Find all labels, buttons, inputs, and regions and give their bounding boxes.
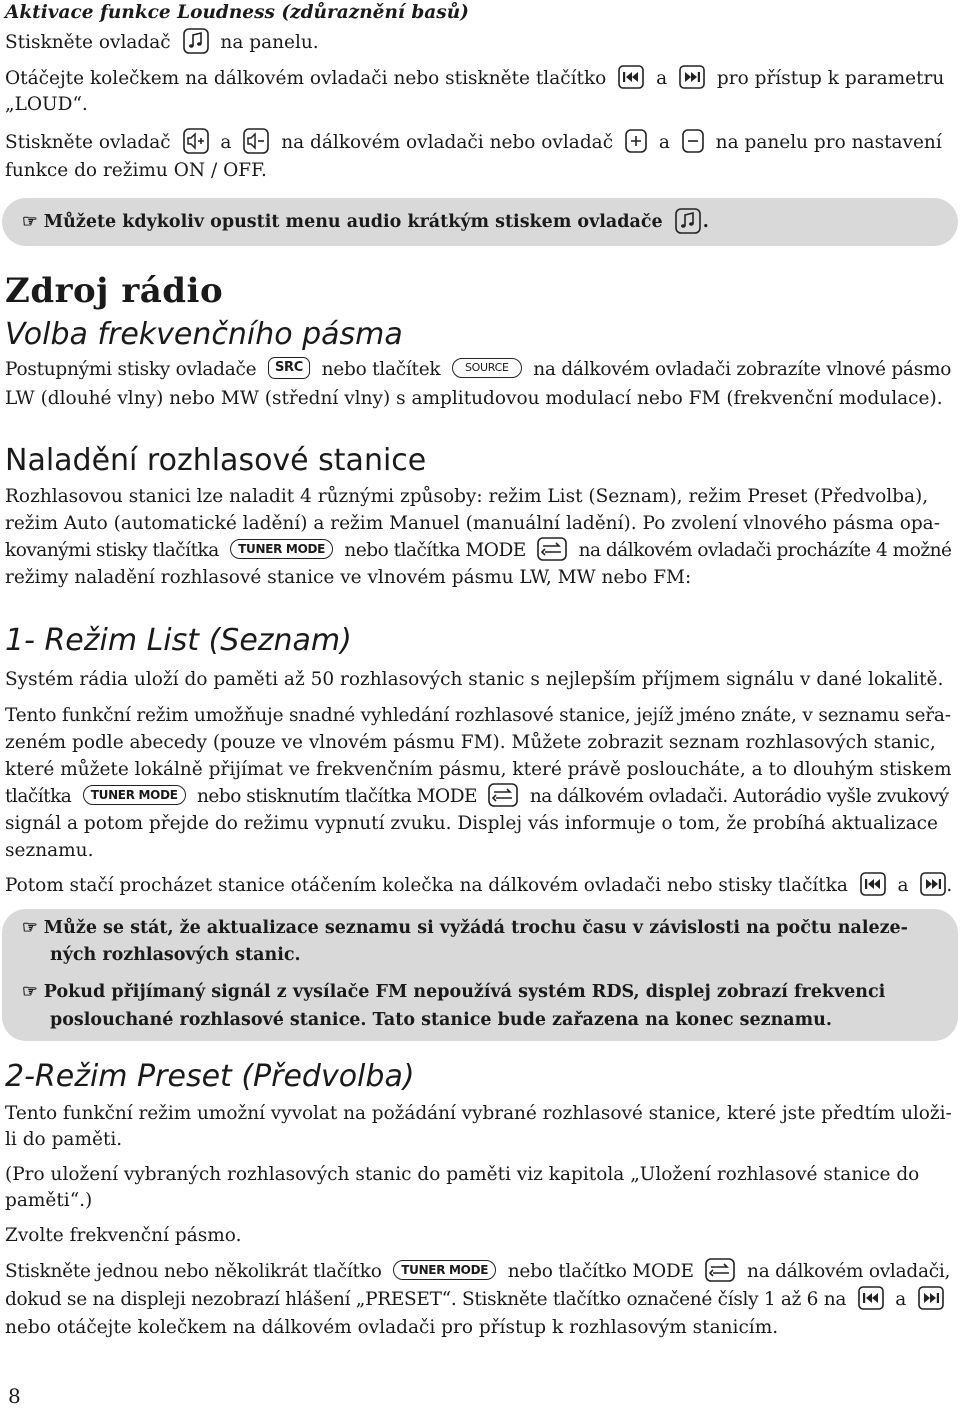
mode-icon (488, 783, 518, 807)
text: Stiskněte jednou nebo několikrát tlačítko (5, 1261, 382, 1282)
preset-line-8: nebo otáčejte kolečkem na dálkovém ovladači pro přístup k rozhlasovým stanicím. (5, 1317, 779, 1338)
mode-icon (705, 1258, 735, 1282)
text: nebo tlačítko MODE (507, 1261, 694, 1282)
text: na dálkovém ovladači. Autorádio vyšle zvukový (529, 786, 949, 807)
list-note-2 (22, 979, 885, 1005)
text: na dálkovém ovladači, (747, 1261, 951, 1282)
music-note-icon (183, 28, 209, 54)
list-line-2: Tento funkční režim umožňuje snadné vyhledání rozhlasové stanice, jejíž jméno znáte, v seznamu seřa- (5, 705, 951, 726)
tuning-line-1: Rozhlasovou stanici lze naladit 4 různými způsoby: režim List (Seznam), režim Preset (Předvolba), (5, 486, 929, 507)
mode-icon (537, 537, 567, 561)
preset-line-7 (5, 1287, 950, 1313)
list-note-1 (22, 915, 908, 941)
text: Můžete kdykoliv opustit menu audio krátkým stiskem ovladače (43, 212, 663, 232)
text: nebo tlačítka MODE (344, 540, 526, 561)
tuner-mode-button: TUNER MODE (230, 539, 333, 559)
list-line-3: zeném podle abecedy (pouze ve vlnovém pásmu FM). Můžete zobrazit seznam rozhlasových stanic, (5, 732, 936, 753)
pointing-hand-icon: ☞ (22, 212, 38, 232)
subsection-title: 1- Režim List (Seznam) (5, 623, 352, 658)
list-note-1-cont: ných rozhlasových stanic. (50, 945, 301, 965)
band-line-1 (5, 357, 951, 383)
tuning-line-4: režimy naladění rozhlasové stanice ve vlnovém pásmu LW, MW nebo FM: (5, 567, 692, 588)
page-number: 8 (8, 1384, 21, 1408)
text: pro přístup k parametru (716, 68, 945, 89)
tuning-line-2: režim Auto (automatické ladění) a režim Manuel (manuální ladění). Po zvolení vlnového pásma opa- (5, 513, 940, 534)
skip-back-icon (858, 1286, 884, 1310)
list-line-7: seznamu. (5, 840, 94, 861)
text: na dálkovém ovladači procházíte 4 možné (578, 540, 952, 561)
text: a (656, 68, 668, 89)
subsection-title: Naladění rozhlasové stanice (5, 443, 427, 478)
text: Může se stát, že aktualizace seznamu si vyžádá trochu času v závislosti na počtu naleze- (43, 918, 908, 938)
tuning-line-3 (5, 538, 951, 564)
volume-down-icon (243, 128, 269, 154)
text: a (658, 132, 670, 153)
text: na panelu. (220, 32, 319, 53)
band-line-2: LW (dlouhé vlny) nebo MW (střední vlny) s amplitudovou modulací nebo FM (frekvenční modulace). (5, 388, 943, 409)
preset-line-4: paměti“.) (5, 1190, 93, 1211)
text: na dálkovém ovladači nebo ovladač (281, 132, 614, 153)
volume-up-icon (183, 128, 209, 154)
subsection-title: Volba frekvenčního pásma (5, 317, 403, 352)
text: a (895, 1289, 907, 1310)
text: nebo stisknutím tlačítka MODE (197, 786, 478, 807)
skip-forward-icon (918, 1286, 944, 1310)
list-line-1: Systém rádia uloží do paměti až 50 rozhlasových stanic s nejlepším příjmem signálu v dané lokalitě. (5, 669, 944, 690)
text: dokud se na displeji nezobrazí hlášení „PRESET“. Stiskněte tlačítko označené čísly 1 až 6 na (5, 1289, 847, 1310)
list-line-5 (5, 784, 949, 810)
tuner-mode-button: TUNER MODE (83, 785, 186, 805)
text: Postupnými stisky ovladače (5, 359, 257, 380)
pointing-hand-icon: ☞ (22, 982, 38, 1002)
skip-back-icon (860, 872, 886, 896)
skip-forward-icon (920, 872, 946, 896)
text: Potom stačí procházet stanice otáčením kolečka na dálkovém ovladači nebo stisky tlačítka (5, 875, 848, 896)
loudness-line-5: funkce do režimu ON / OFF. (5, 160, 267, 181)
text: tlačítka (5, 786, 72, 807)
text: Pokud přijímaný signál z vysílače FM nepoužívá systém RDS, displej zobrazí frekvenci (43, 982, 886, 1002)
text: a (897, 875, 909, 896)
loudness-line-1 (5, 30, 319, 56)
skip-forward-icon (679, 65, 705, 89)
text: Stiskněte ovladač (5, 32, 171, 53)
section-title: Zdroj rádio (5, 271, 224, 311)
text: Otáčejte kolečkem na dálkovém ovladači nebo stiskněte tlačítko (5, 68, 607, 89)
text: Stiskněte ovladač (5, 132, 171, 153)
loudness-line-3: „LOUD“. (5, 94, 88, 115)
text: a (220, 132, 232, 153)
text: . (702, 212, 709, 232)
list-line-4: které můžete lokálně přijímat ve frekvenčním pásmu, které právě posloucháte, a to dlouhým stiskem (5, 759, 952, 780)
text: na dálkovém ovladači zobrazíte vlnové pásmo (533, 359, 952, 380)
loudness-line-4 (5, 130, 942, 156)
loudness-line-2 (5, 66, 944, 92)
src-button: SRC (268, 357, 310, 379)
text: na panelu pro nastavení (715, 132, 942, 153)
preset-line-2: li do paměti. (5, 1129, 123, 1150)
loudness-note (22, 209, 709, 236)
pointing-hand-icon: ☞ (22, 918, 38, 938)
tuner-mode-button: TUNER MODE (393, 1260, 496, 1280)
preset-line-6 (5, 1259, 950, 1285)
loudness-title: Aktivace funkce Loudness (zdůraznění basů) (5, 2, 469, 23)
preset-line-1: Tento funkční režim umožní vyvolat na požádání vybrané rozhlasové stanice, které jste předtím uloži- (5, 1103, 952, 1124)
preset-line-3: (Pro uložení vybraných rozhlasových stanic do paměti viz kapitola „Uložení rozhlasové stanice do (5, 1164, 920, 1185)
list-note-2-cont: poslouchané rozhlasové stanice. Tato stanice bude zařazena na konec seznamu. (50, 1010, 832, 1030)
text: kovanými stisky tlačítka (5, 540, 219, 561)
subsection-title: 2-Režim Preset (Předvolba) (5, 1059, 415, 1094)
music-note-icon (675, 208, 701, 234)
skip-back-icon (618, 65, 644, 89)
list-line-6: signál a potom přejde do režimu vypnutí zvuku. Displej vás informuje o tom, že probíhá aktualizace (5, 813, 938, 834)
minus-icon (682, 129, 704, 153)
text: . (946, 875, 953, 896)
plus-icon (625, 129, 647, 153)
list-line-8 (5, 873, 952, 899)
source-button: SOURCE (452, 358, 522, 378)
preset-line-5: Zvolte frekvenční pásmo. (5, 1225, 242, 1246)
text: nebo tlačítek (321, 359, 441, 380)
